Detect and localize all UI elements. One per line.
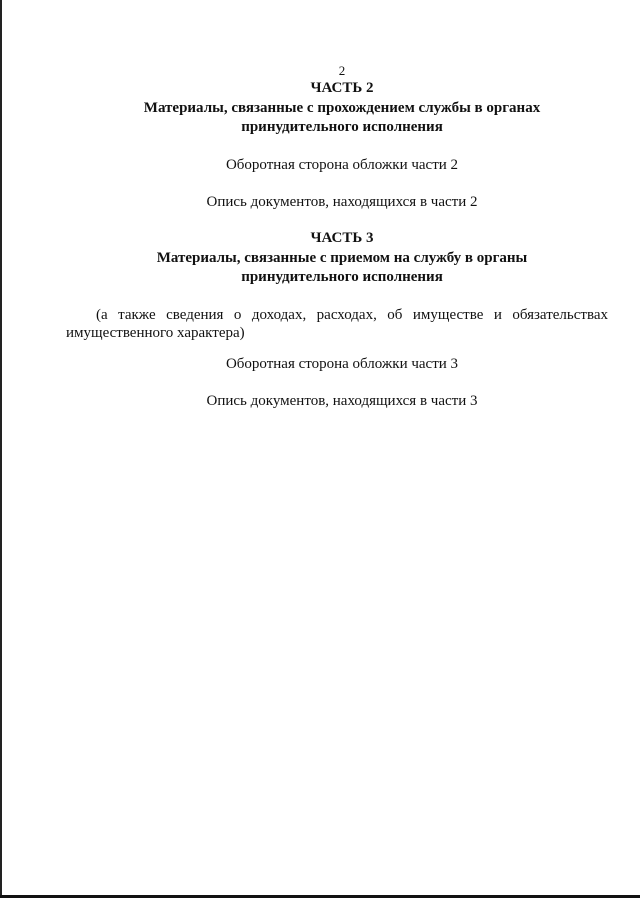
part2-title-line1: Материалы, связанные с прохождением службы в органах (143, 100, 541, 116)
part3-title-line2: принудительного исполнения (241, 269, 443, 285)
part2-cover-back: Оборотная сторона обложки части 2 (225, 157, 459, 173)
part2-inventory: Опись документов, находящихся в части 2 (206, 194, 478, 210)
part3-inventory: Опись документов, находящихся в части 3 (206, 393, 478, 409)
part3-note-line2: имущественного характера) (66, 325, 245, 341)
part2-heading: ЧАСТЬ 2 (310, 80, 374, 96)
part3-cover-back: Оборотная сторона обложки части 3 (225, 356, 459, 372)
part3-note-line1: (а также сведения о доходах, расходах, об имуществе и обязательствах (96, 307, 608, 323)
part2-title-line2: принудительного исполнения (241, 119, 443, 135)
page-number: 2 (338, 63, 346, 78)
part3-title-line1: Материалы, связанные с приемом на службу в органы (156, 250, 528, 266)
part3-heading: ЧАСТЬ 3 (310, 230, 374, 246)
part3-note (66, 306, 608, 342)
scan-edge-left (0, 0, 2, 898)
